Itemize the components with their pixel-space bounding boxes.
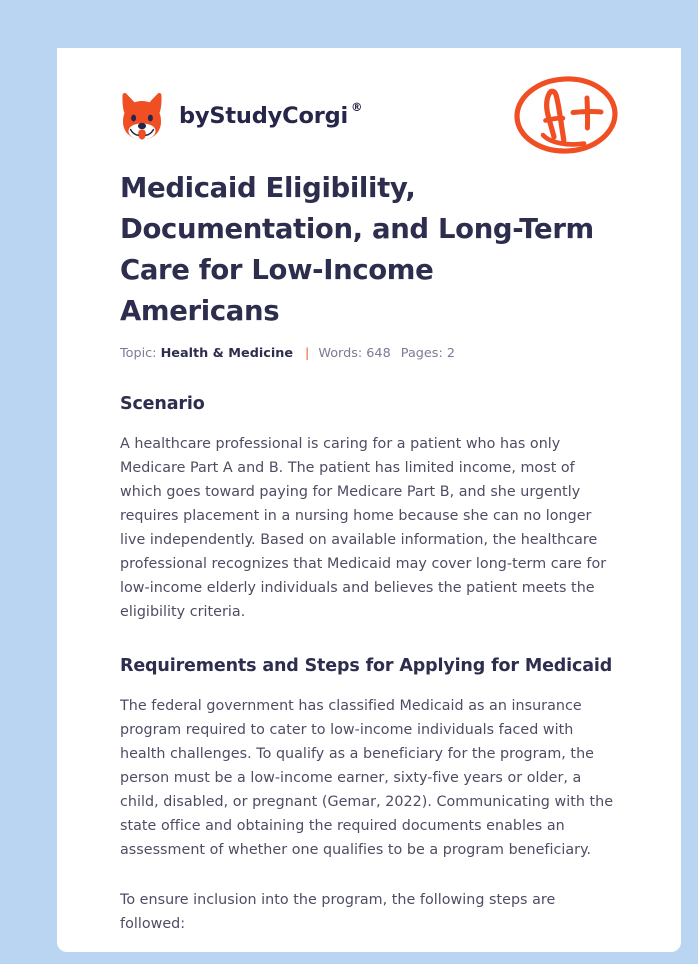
section-heading-scenario: Scenario [120,394,205,414]
document-meta [120,345,618,363]
paragraph-scenario-1: A healthcare professional is caring for a patient who has only Medicare Part A and B. The patient has limited income, most of which goes toward paying for Medicare Part B, and she urgently requires placement in a nursing home because she can no longer live independently. Based on available information, the healthcare professional recognizes that Medicaid may cover long-term care for low-income elderly individuals and believes the patient meets the eligibility criteria. [120,436,607,620]
document-header [120,74,618,158]
meta-separator: | [305,346,310,361]
meta-words-label: Words: [318,346,363,361]
paragraph-requirements-1: The federal government has classified Medicaid as an insurance program required to cater to low-income individuals faced with health challenges. To qualify as a beneficiary for the program, the person must be a low-income earner, sixty-five years or older, a child, disabled, or pregnant (Gemar, 2022). Communicating with the state office and obtaining the required documents enables an assessment of whether one qualifies to be a program beneficiary. [120,698,614,858]
registered-mark-icon: ® [351,99,363,114]
meta-topic-value[interactable]: Health & Medicine [160,346,294,361]
meta-pages-label: Pages: [400,346,443,361]
brand-wordmark [179,99,363,129]
a-plus-grade-badge-icon [510,70,622,162]
brand-prefix: by [179,102,210,129]
page-title: Medicaid Eligibility, Documentation, and Long-Term Care for Low-Income Americans [120,172,594,327]
section-heading-requirements: Requirements and Steps for Applying for Medicaid [120,656,613,676]
meta-pages-value: 2 [446,346,455,361]
paragraph-requirements-2: To ensure inclusion into the program, the following steps are followed: [120,892,556,932]
meta-topic-label: Topic: [120,346,157,361]
document-sheet [57,48,681,952]
corgi-face-icon [120,92,164,140]
document-content [57,48,681,936]
meta-words-value: 648 [366,346,391,361]
brand-name: StudyCorgi [209,102,349,129]
brand-logo-group[interactable] [120,92,363,140]
